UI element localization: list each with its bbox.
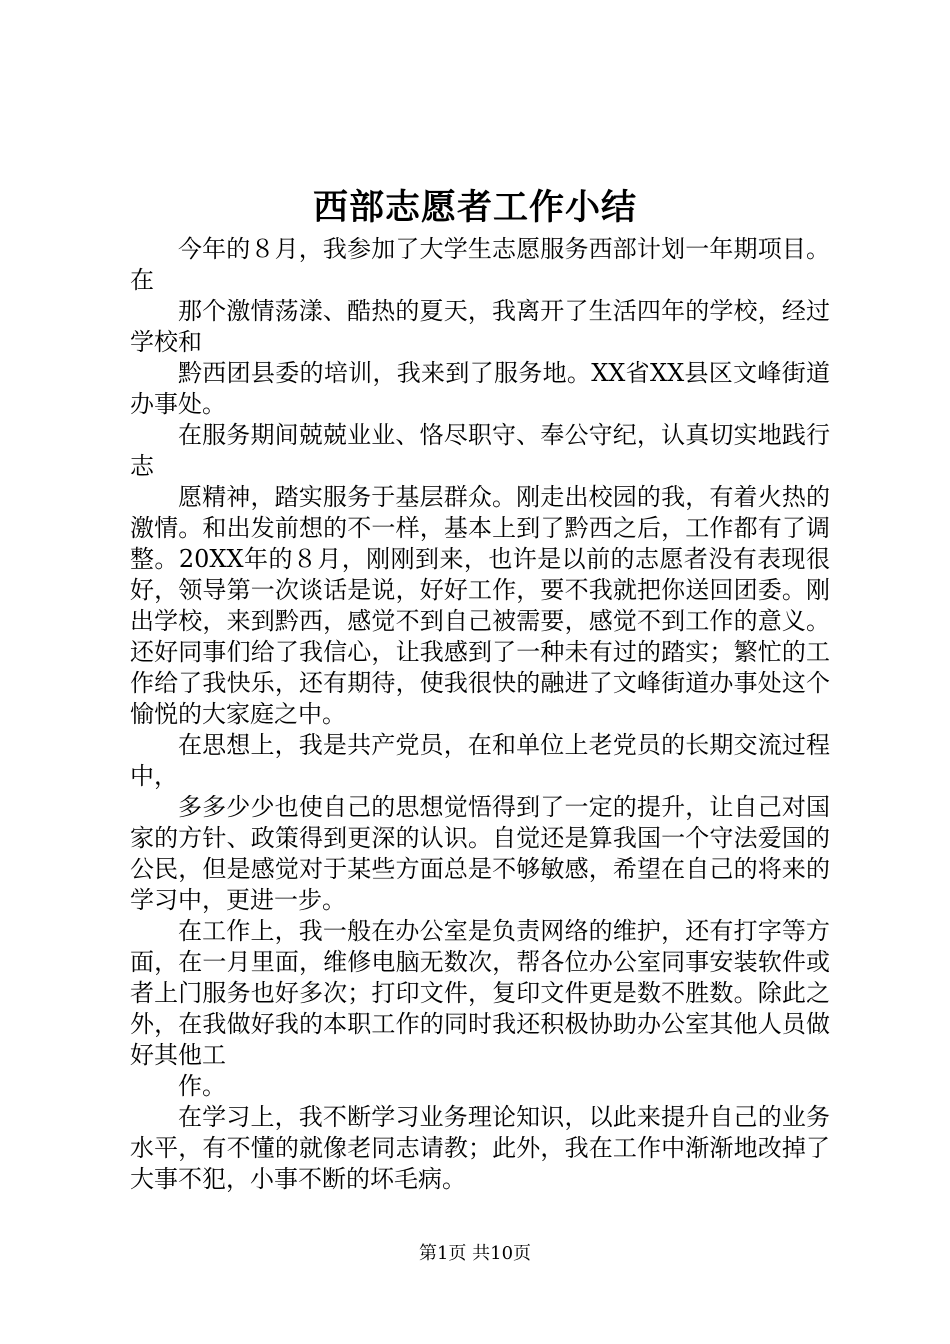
- document-title: 西部志愿者工作小结: [312, 187, 637, 228]
- paragraph-9: 作。: [178, 1072, 226, 1100]
- paragraph-10: 在学习上，我不断学习业务理论知识，以此来提升自己的业务水平，有不懂的就像老同志请教；此外，我在工作中渐渐地改掉了大事不犯，小事不断的坏毛病。: [130, 1103, 830, 1193]
- paragraph-7: 多多少少也使自己的思想觉悟得到了一定的提升，让自己对国家的方针、政策得到更深的认识。自觉还是算我国一个守法爱国的公民，但是感觉对于某些方面总是不够敏感，希望在自己的将来的学习中，更进一步。: [130, 793, 830, 914]
- paragraph-1: 今年的８月，我参加了大学生志愿服务西部计划一年期项目。在: [130, 235, 830, 294]
- paragraph-6: 在思想上，我是共产党员，在和单位上老党员的长期交流过程中，: [130, 731, 830, 790]
- paragraph-5: 愿精神，踏实服务于基层群众。刚走出校园的我，有着火热的激情。和出发前想的不一样，基本上到了黔西之后，工作都有了调整。20XX年的８月，刚刚到来，也许是以前的志愿者没有表现很好，领导第一次谈话是说，好好工作，要不我就把你送回团委。刚出学校，来到黔西，感觉不到自己被需要，感觉不到工作的意义。还好同事们给了我信心，让我感到了一种未有过的踏实；繁忙的工作给了我快乐，还有期待，使我很快的融进了文峰街道办事处这个愉悦的大家庭之中。: [130, 483, 830, 728]
- paragraph-4: 在服务期间兢兢业业、恪尽职守、奉公守纪，认真切实地践行志: [130, 421, 830, 480]
- paragraph-8: 在工作上，我一般在办公室是负责网络的维护，还有打字等方面，在一月里面，维修电脑无数次，帮各位办公室同事安装软件或者上门服务也好多次；打印文件，复印文件更是数不胜数。除此之外，在我做好我的本职工作的同时我还积极协助办公室其他人员做好其他工: [130, 917, 830, 1069]
- paragraph-2: 那个激情荡漾、酷热的夏天，我离开了生活四年的学校，经过学校和: [130, 297, 830, 356]
- page-number-footer: 第1页 共10页: [418, 1243, 532, 1264]
- document-body: [130, 234, 830, 1195]
- paragraph-3: 黔西团县委的培训，我来到了服务地。XX省XX县区文峰街道办事处。: [130, 359, 830, 418]
